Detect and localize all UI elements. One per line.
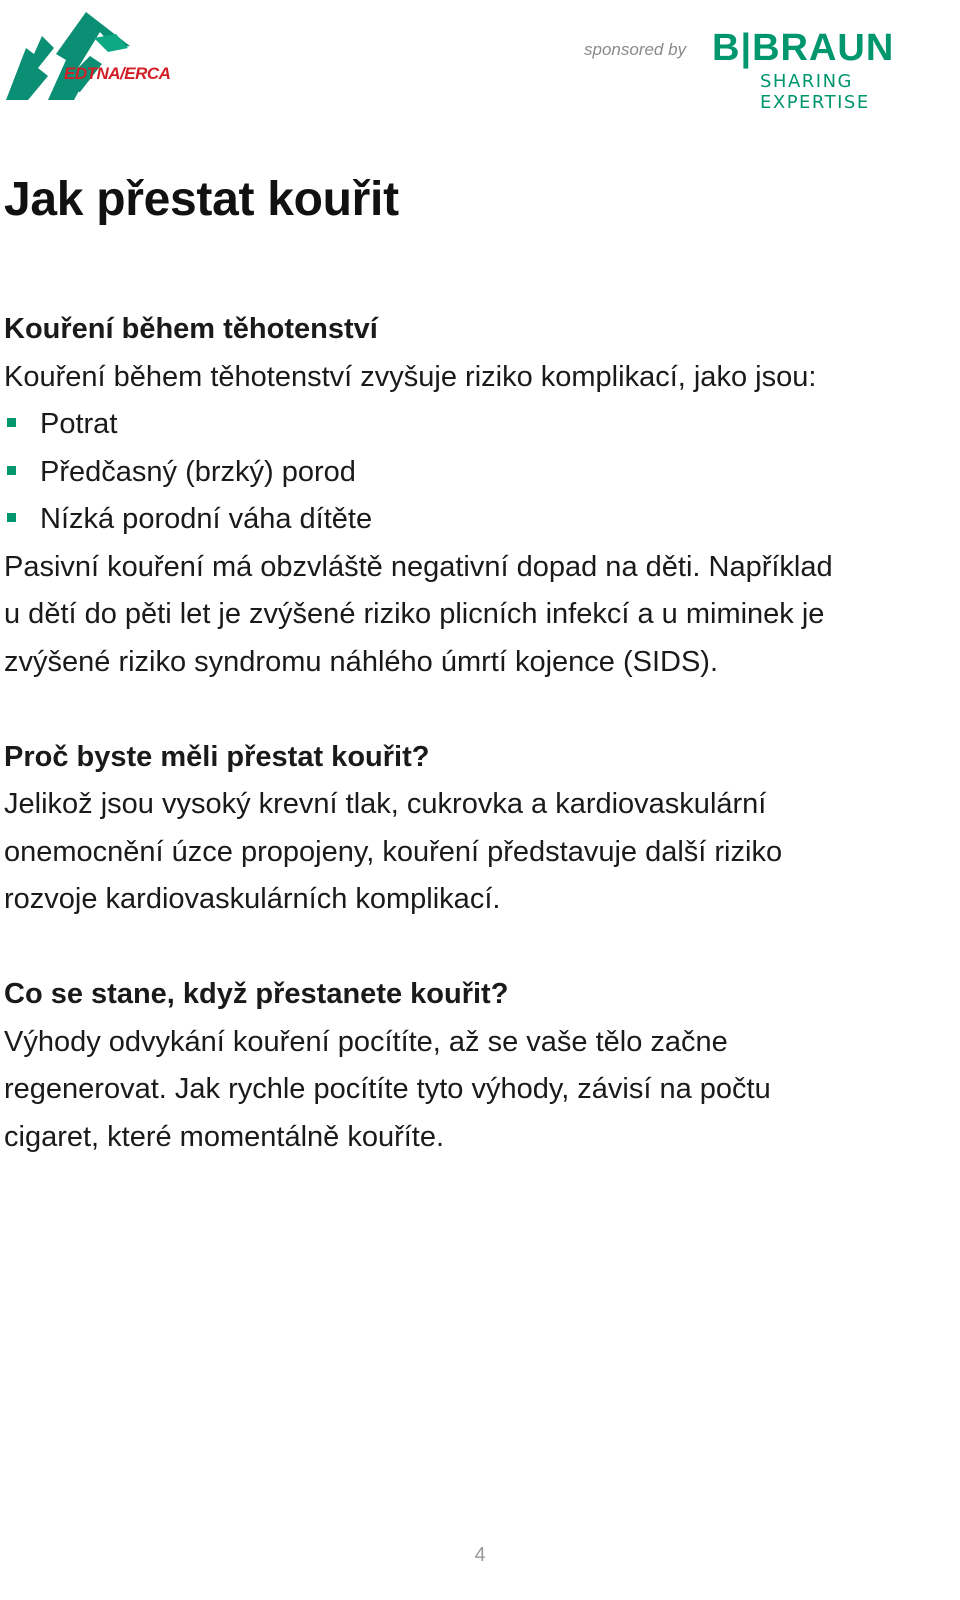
bullet-square-icon (7, 513, 16, 522)
text-line: zvýšené riziko syndromu náhlého úmrtí kojence (SIDS). (4, 645, 719, 678)
list-item (4, 401, 954, 449)
bbraun-logo (712, 26, 952, 113)
list-item-text: Potrat (40, 408, 118, 440)
bullet-square-icon (7, 418, 16, 427)
section-heading-why: Proč byste měli přestat kouřit? (4, 740, 430, 773)
text-line: Výhody odvykání kouření pocítíte, až se vaše tělo začne (4, 1025, 728, 1058)
text-line: Jelikož jsou vysoký krevní tlak, cukrovka a kardiovaskulární (4, 788, 767, 820)
section-heading-after: Co se stane, když přestanete kouřit? (4, 978, 509, 1010)
list-item (4, 496, 954, 544)
sponsor-label: sponsored by (584, 40, 687, 59)
text-line: Pasivní kouření má obzvláště negativní dopad na děti. Například (4, 550, 833, 583)
page-number: 4 (474, 1544, 486, 1566)
list-item-text: Nízká porodní váha dítěte (40, 503, 373, 535)
section-heading-pregnancy: Kouření během těhotenství (4, 313, 378, 345)
bullet-square-icon (7, 466, 16, 475)
text-line: u dětí do pěti let je zvýšené riziko plicních infekcí a u miminek je (4, 598, 825, 630)
risk-list (4, 401, 954, 544)
edtna-erca-logo (4, 8, 174, 104)
document-body (4, 306, 954, 1161)
text-line: cigaret, které momentálně kouříte. (4, 1120, 445, 1153)
list-item-text: Předčasný (brzký) porod (40, 455, 356, 488)
braun-tagline: SHARING EXPERTISE (760, 71, 870, 113)
text-line: regenerovat. Jak rychle pocítíte tyto výhody, závisí na počtu (4, 1073, 771, 1105)
page-header (0, 0, 960, 113)
text-line: rozvoje kardiovaskulárních komplikací. (4, 883, 501, 915)
text-line: onemocnění úzce propojeny, kouření představuje další riziko (4, 835, 783, 868)
braun-wordmark: B|BRAUN (712, 27, 895, 69)
spacer (4, 924, 954, 972)
edtna-logo-text: EDTNA/ERCA (64, 64, 171, 83)
page-title: Jak přestat kouřit (4, 173, 399, 226)
pregnancy-intro: Kouření během těhotenství zvyšuje riziko komplikací, jako jsou: (4, 360, 817, 393)
spacer (4, 686, 954, 734)
list-item (4, 449, 954, 497)
